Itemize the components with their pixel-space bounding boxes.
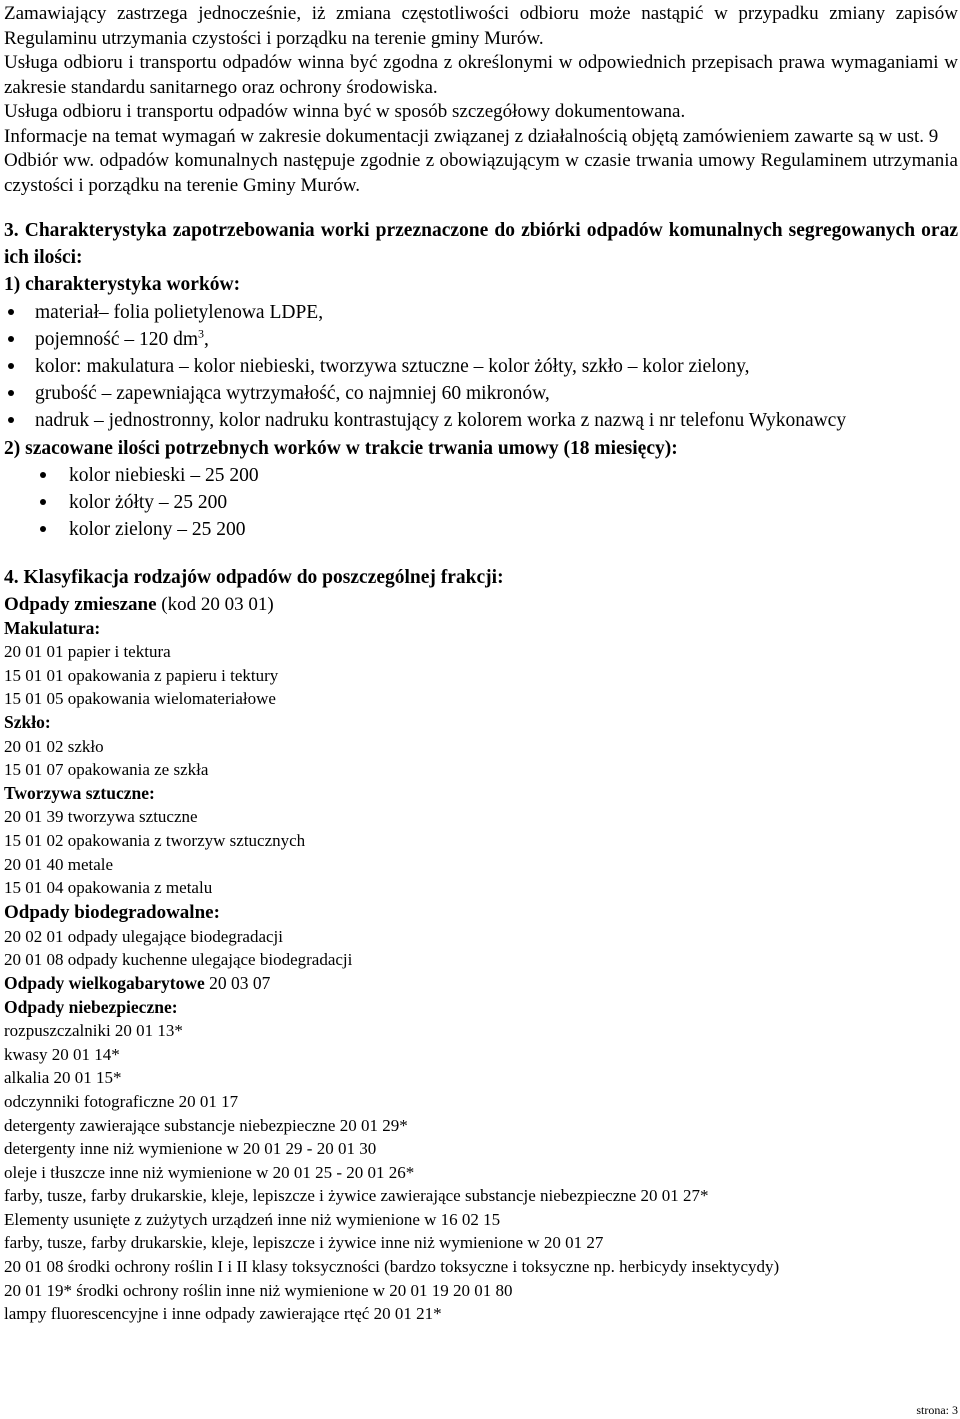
waste-code-line: 20 01 02 szkło: [4, 736, 104, 756]
bag-color-text: kolor: makulatura – kolor niebieski, tworzywa sztuczne – kolor żółty, szkło – kolor zielony,: [35, 356, 750, 378]
section-3-heading: 3. Charakterystyka zapotrzebowania worki przeznaczone do zbiórki odpadów komunalnych segregowanych oraz ich ilości:: [4, 220, 958, 269]
paper-label: Makulatura:: [4, 617, 101, 638]
waste-code-line: 20 01 40 metale: [4, 854, 114, 874]
waste-code-line: Elementy usunięte z zużytych urządzeń inne niż wymienione w 16 02 15: [4, 1209, 501, 1229]
bulky-waste-code: 20 03 07: [204, 972, 271, 993]
mixed-waste-line: [4, 592, 958, 617]
section-3: [4, 217, 958, 543]
waste-code-line: 15 01 05 opakowania wielomateriałowe: [4, 689, 276, 709]
bag-print-item: [4, 407, 958, 434]
bag-thickness-item: [4, 380, 958, 407]
bag-capacity-text: pojemność – 120 dm: [35, 328, 199, 350]
bulky-waste-label: Odpady wielkogabarytowe: [4, 972, 205, 993]
bag-color-item: [4, 353, 958, 380]
intro-section: [4, 2, 958, 198]
waste-code-line: 15 01 01 opakowania z papieru i tektury: [4, 665, 279, 685]
waste-code-line: farby, tusze, farby drukarskie, kleje, lepiszcze i żywice zawierające substancje niebezpieczne 20 01 27*: [4, 1186, 709, 1206]
bag-quantities-list: [4, 462, 958, 544]
spacer: [4, 198, 958, 217]
waste-code-line: 20 02 01 odpady ulegające biodegradacji: [4, 926, 283, 946]
bio-label: Odpady biodegradowalne:: [4, 901, 220, 923]
waste-code-line: lampy fluorescencyjne i inne odpady zawierające rtęć 20 01 21*: [4, 1304, 442, 1324]
intro-paragraph: Odbiór ww. odpadów komunalnych następuje zgodnie z obowiązującym w czasie trwania umowy Regulaminem utrzymania czystości i porządku na terenie Gminy Murów.: [4, 150, 958, 196]
waste-code-line: kwasy 20 01 14*: [4, 1044, 120, 1064]
intro-paragraph: Usługa odbioru i transportu odpadów winna być w sposób szczegółowy dokumentowana.: [4, 101, 686, 122]
bag-capacity-unit-exponent: 3: [198, 326, 205, 341]
waste-code-line: 20 01 08 odpady kuchenne ulegające biodegradacji: [4, 950, 353, 970]
page-number: strona: 3: [916, 1403, 958, 1417]
bag-capacity-comma: ,: [204, 328, 209, 350]
waste-code-line: 15 01 02 opakowania z tworzyw sztucznych: [4, 830, 306, 850]
waste-code-line: rozpuszczalniki 20 01 13*: [4, 1021, 183, 1041]
waste-code-line: detergenty zawierające substancje niebezpieczne 20 01 29*: [4, 1115, 408, 1135]
waste-code-line: 15 01 04 opakowania z metalu: [4, 878, 213, 898]
mixed-waste-code: (kod 20 03 01): [156, 593, 274, 615]
bag-material-text: materiał– folia polietylenowa LDPE,: [35, 301, 324, 323]
bag-print-text: nadruk – jednostronny, kolor nadruku kontrastujący z kolorem worka z nazwą i nr telefonu Wykonawcy: [35, 410, 847, 432]
bag-quantities-title: 2) szacowane ilości potrzebnych worków w trakcie trwania umowy (18 miesięcy):: [4, 437, 678, 459]
waste-code-line: 20 01 01 papier i tektura: [4, 642, 171, 662]
waste-code-line: alkalia 20 01 15*: [4, 1068, 122, 1088]
document-body: [4, 2, 958, 1326]
bag-material-item: [4, 299, 958, 326]
waste-code-line: 20 01 39 tworzywa sztuczne: [4, 807, 198, 827]
intro-paragraph: Zamawiający zastrzega jednocześnie, iż zmiana częstotliwości odbioru może nastąpić w przypadku zmiany zapisów Regulaminu utrzymania czystości i porządku na terenie gminy Murów.: [4, 3, 958, 49]
hazardous-label: Odpady niebezpieczne:: [4, 996, 178, 1017]
waste-code-line: detergenty inne niż wymienione w 20 01 29 - 20 01 30: [4, 1139, 377, 1159]
bag-characteristics-title: 1) charakterystyka worków:: [4, 274, 241, 296]
waste-code-line: odczynniki fotograficzne 20 01 17: [4, 1091, 239, 1111]
intro-paragraph: Informacje na temat wymagań w zakresie dokumentacji związanej z działalnością objętą zamówieniem zawarte są w ust. 9: [4, 125, 939, 147]
section-4-heading: 4. Klasyfikacja rodzajów odpadów do poszczególnej frakcji:: [4, 567, 504, 589]
quantity-item: kolor niebieski – 25 200: [4, 462, 958, 489]
section-4: [4, 564, 958, 1325]
waste-code-line: 15 01 07 opakowania ze szkła: [4, 760, 209, 780]
quantity-item: kolor żółty – 25 200: [4, 489, 958, 516]
waste-code-line: oleje i tłuszcze inne niż wymienione w 20 01 25 - 20 01 26*: [4, 1162, 415, 1182]
waste-code-line: farby, tusze, farby drukarskie, kleje, lepiszcze i żywice inne niż wymienione w 20 01 27: [4, 1233, 604, 1253]
mixed-waste-label: Odpady zmieszane: [4, 593, 157, 615]
bag-thickness-text: grubość – zapewniająca wytrzymałość, co najmniej 60 mikronów,: [35, 383, 550, 405]
plastic-label: Tworzywa sztuczne:: [4, 782, 155, 803]
glass-label: Szkło:: [4, 712, 51, 733]
waste-code-line: 20 01 19* środki ochrony roślin inne niż wymienione w 20 01 19 20 01 80: [4, 1280, 513, 1300]
intro-paragraph: Usługa odbioru i transportu odpadów winna być zgodna z określonymi w odpowiednich przepisach prawa wymaganiami w zakresie standardu sanitarnego oraz ochrony środowiska.: [4, 52, 958, 98]
waste-code-line: 20 01 08 środki ochrony roślin I i II klasy toksyczności (bardzo toksyczne i toksyczne np. herbicydy insektycydy): [4, 1257, 780, 1277]
bulky-waste-line: [4, 972, 958, 996]
quantity-item: kolor zielony – 25 200: [4, 516, 958, 543]
bag-capacity-item: [4, 326, 958, 353]
bag-characteristics-list: [4, 299, 958, 435]
spacer: [4, 543, 958, 564]
